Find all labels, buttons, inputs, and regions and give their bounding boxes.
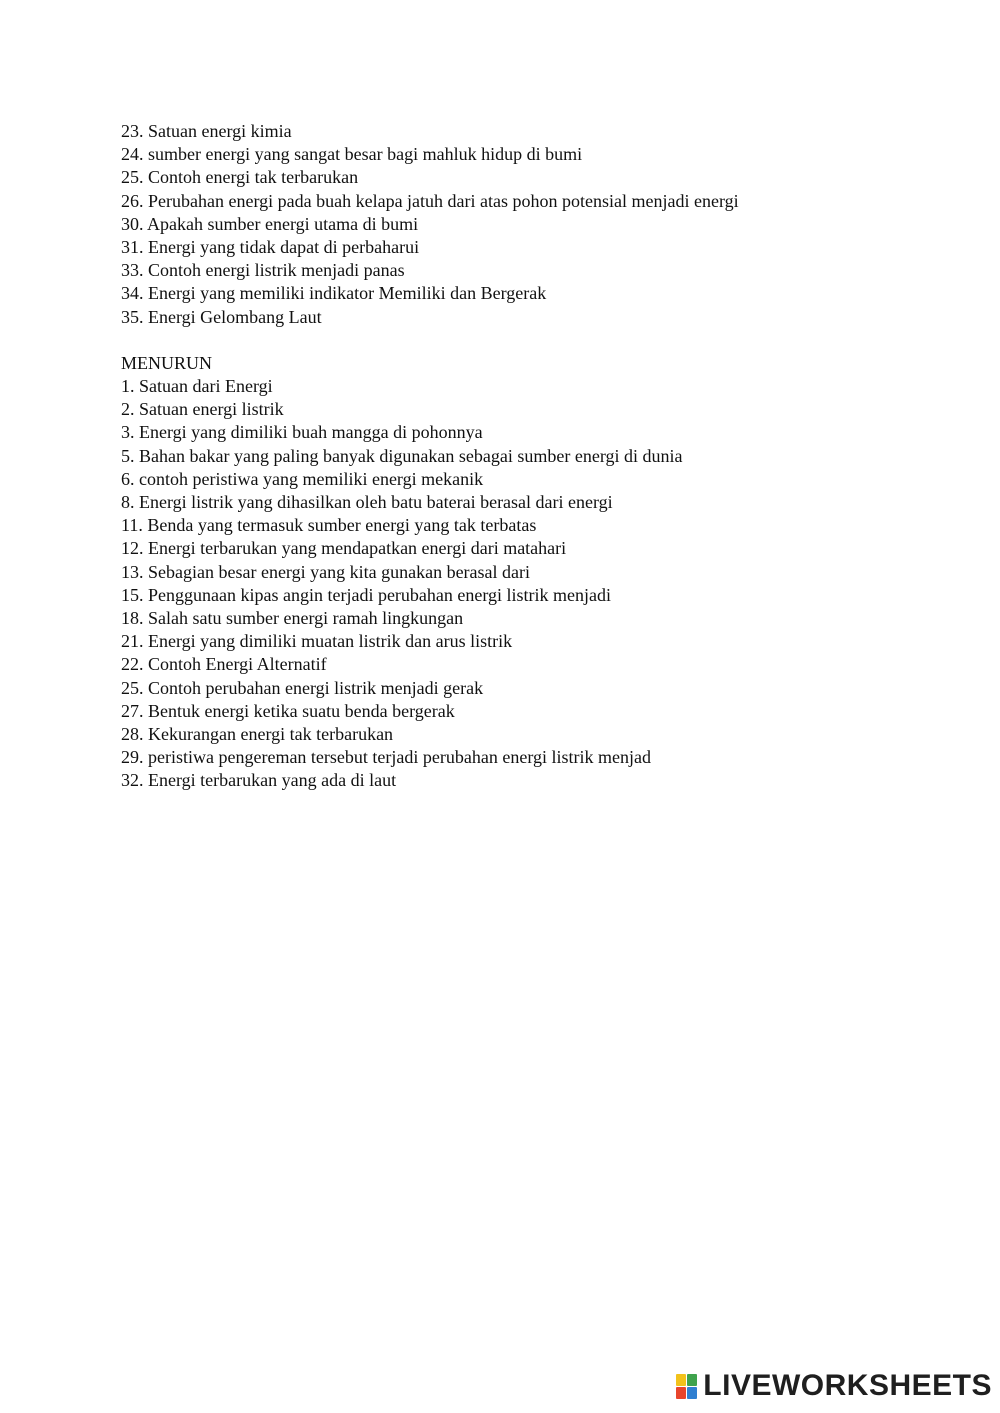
clue-item: 35. Energi Gelombang Laut	[121, 306, 322, 327]
clue-item: 18. Salah satu sumber energi ramah lingkungan	[121, 608, 464, 629]
menurun-clue-list	[121, 375, 941, 793]
clue-item: 31. Energi yang tidak dapat di perbaharui	[121, 237, 420, 258]
logo-tile-v	[676, 1387, 686, 1399]
clue-item: 34. Energi yang memiliki indikator Memiliki dan Bergerak	[121, 283, 547, 304]
clue-item: 30. Apakah sumber energi utama di bumi	[121, 213, 419, 234]
clue-item: 22. Contoh Energi Alternatif	[121, 654, 327, 675]
clue-item: 25. Contoh energi tak terbarukan	[121, 167, 359, 188]
clue-item: 8. Energi listrik yang dihasilkan oleh batu baterai berasal dari energi	[121, 492, 613, 513]
clue-item: 29. peristiwa pengereman tersebut terjadi perubahan energi listrik menjad	[121, 747, 651, 768]
clue-item: 13. Sebagian besar energi yang kita gunakan berasal dari	[121, 561, 531, 582]
clue-item: 27. Bentuk energi ketika suatu benda bergerak	[121, 700, 455, 721]
clue-content	[121, 120, 941, 793]
clue-item: 11. Benda yang termasuk sumber energi yang tak terbatas	[121, 515, 537, 536]
clue-item: 6. contoh peristiwa yang memiliki energi mekanik	[121, 468, 484, 489]
clue-item: 5. Bahan bakar yang paling banyak digunakan sebagai sumber energi di dunia	[121, 445, 683, 466]
clue-item: 15. Penggunaan kipas angin terjadi perubahan energi listrik menjadi	[121, 584, 612, 605]
logo-tile-i	[687, 1374, 697, 1386]
logo-tile-l	[676, 1374, 686, 1386]
clue-item: 32. Energi terbarukan yang ada di laut	[121, 770, 397, 791]
clue-item: 3. Energi yang dimiliki buah mangga di pohonnya	[121, 422, 483, 443]
menurun-heading: MENURUN	[121, 352, 213, 373]
liveworksheets-logo[interactable]	[676, 1369, 992, 1403]
liveworksheets-logo-icon	[676, 1374, 697, 1399]
section-spacer	[121, 329, 941, 352]
clue-item: 2. Satuan energi listrik	[121, 399, 284, 420]
logo-tile-e	[687, 1387, 697, 1399]
clue-item: 28. Kekurangan energi tak terbarukan	[121, 724, 394, 745]
clue-item: 12. Energi terbarukan yang mendapatkan energi dari matahari	[121, 538, 567, 559]
brand-name: LIVEWORKSHEETS	[703, 1369, 992, 1402]
clue-item: 24. sumber energi yang sangat besar bagi mahluk hidup di bumi	[121, 144, 583, 165]
clue-item: 1. Satuan dari Energi	[121, 376, 273, 397]
clue-item: 33. Contoh energi listrik menjadi panas	[121, 260, 405, 281]
mendatar-clue-list	[121, 120, 941, 329]
clue-item: 25. Contoh perubahan energi listrik menjadi gerak	[121, 677, 484, 698]
clue-item: 23. Satuan energi kimia	[121, 121, 292, 141]
clue-item: 21. Energi yang dimiliki muatan listrik dan arus listrik	[121, 631, 513, 652]
clue-item: 26. Perubahan energi pada buah kelapa jatuh dari atas pohon potensial menjadi energi	[121, 190, 739, 211]
